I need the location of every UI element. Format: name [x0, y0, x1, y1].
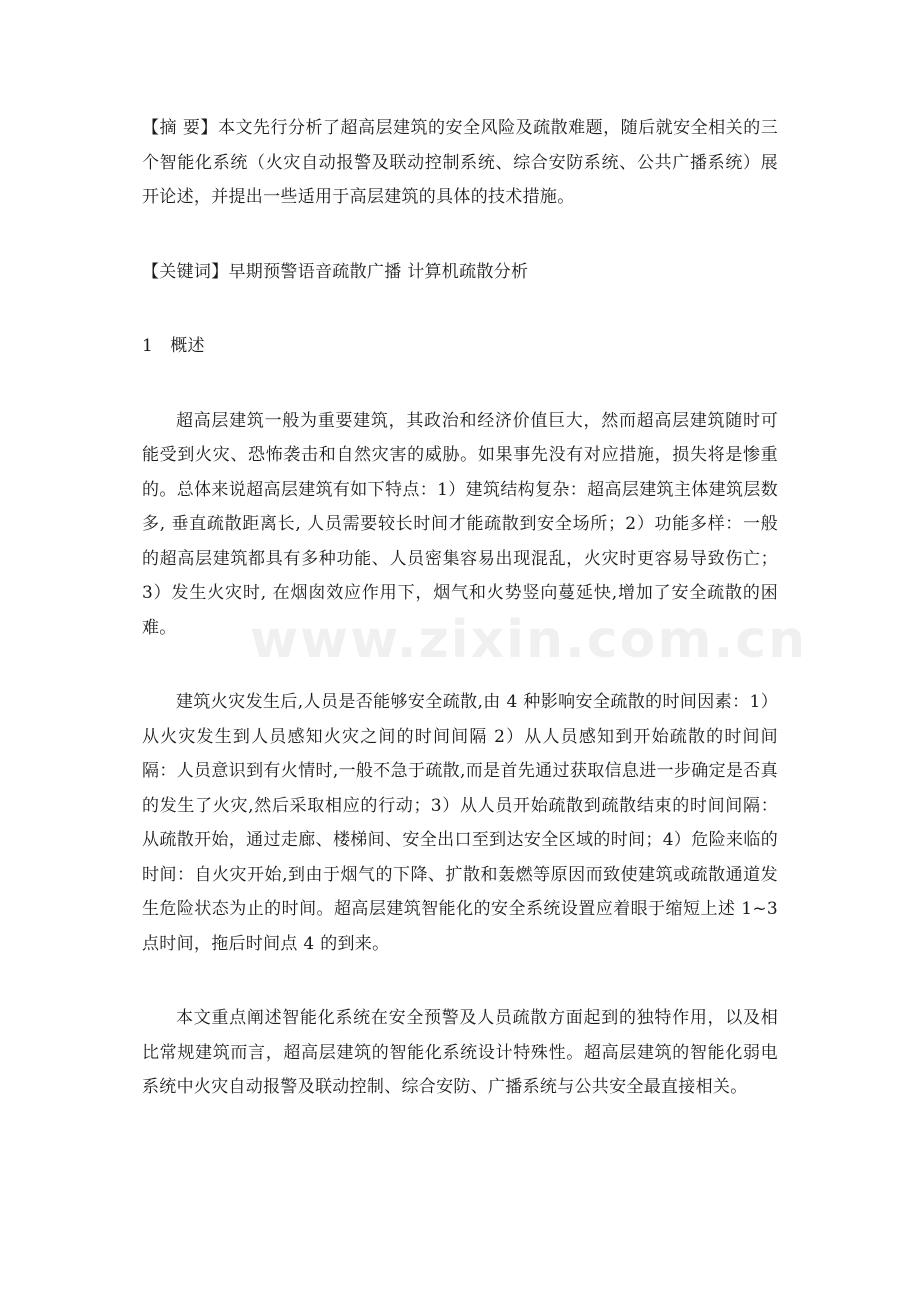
body-paragraph-3: 本文重点阐述智能化系统在安全预警及人员疏散方面起到的独特作用，以及相比常规建筑而言，超高层建筑的智能化系统设计特殊性。超高层建筑的智能化弱电系统中火灾自动报警及联动控制、综合安防、广播系统与公共安全最直接相关。: [142, 1008, 778, 1097]
keywords-text: 早期预警语音疏散广播 计算机疏散分析: [228, 261, 529, 282]
body-paragraph-1: 超高层建筑一般为重要建筑，其政治和经济价值巨大，然而超高层建筑随时可能受到火灾、恐怖袭击和自然灾害的威胁。如果事先没有对应措施，损失将是惨重的。总体来说超高层建筑有如下特点：1）建筑结构复杂：超高层建筑主体建筑层数多, 垂直疏散距离长, 人员需要较长时间才能疏散到安全场所；2）功能多样：一般的超高层建筑都具有多种功能、人员密集容易出现混乱，火灾时更容易导致伤亡；3）发生火灾时, 在烟囱效应作用下，烟气和火势竖向蔓延快,增加了安全疏散的困难。: [142, 410, 778, 638]
section-number: 1: [142, 336, 154, 356]
body-paragraph-2: 建筑火灾发生后,人员是否能够安全疏散,由 4 种影响安全疏散的时间因素：1）从火灾发生到人员感知火灾之间的时间间隔 2）从人员感知到开始疏散的时间间隔：人员意识到有火情时,一般不急于疏散,而是首先通过获取信息进一步确定是否真的发生了火灾,然后采取相应的行动；3）从人员开始疏散到疏散结束的时间间隔：从疏散开始，通过走廊、楼梯间、安全出口至到达安全区域的时间；4）危险来临的时间：自火灾开始,到由于烟气的下降、扩散和轰燃等原因而致使建筑或疏散通道发生危险状态为止的时间。超高层建筑智能化的安全系统设置应着眼于缩短上述 1~3 点时间，拖后时间点 4 的到来。: [142, 692, 778, 954]
abstract-label: 【摘 要】: [142, 118, 218, 138]
keywords-paragraph: [142, 255, 778, 290]
abstract-paragraph: [142, 111, 778, 215]
keywords-label: 【关键词】: [142, 261, 229, 282]
section-heading: [142, 329, 778, 364]
watermark-text: www.zixin.com.cn: [250, 610, 808, 670]
abstract-text: 本文先行分析了超高层建筑的安全风险及疏散难题，随后就安全相关的三个智能化系统（火灾自动报警及联动控制系统、综合安防系统、公共广播系统）展开论述，并提出一些适用于高层建筑的具体的技术措施。: [142, 118, 778, 207]
section-title: 概述: [170, 336, 205, 356]
document-page: [142, 111, 808, 1145]
